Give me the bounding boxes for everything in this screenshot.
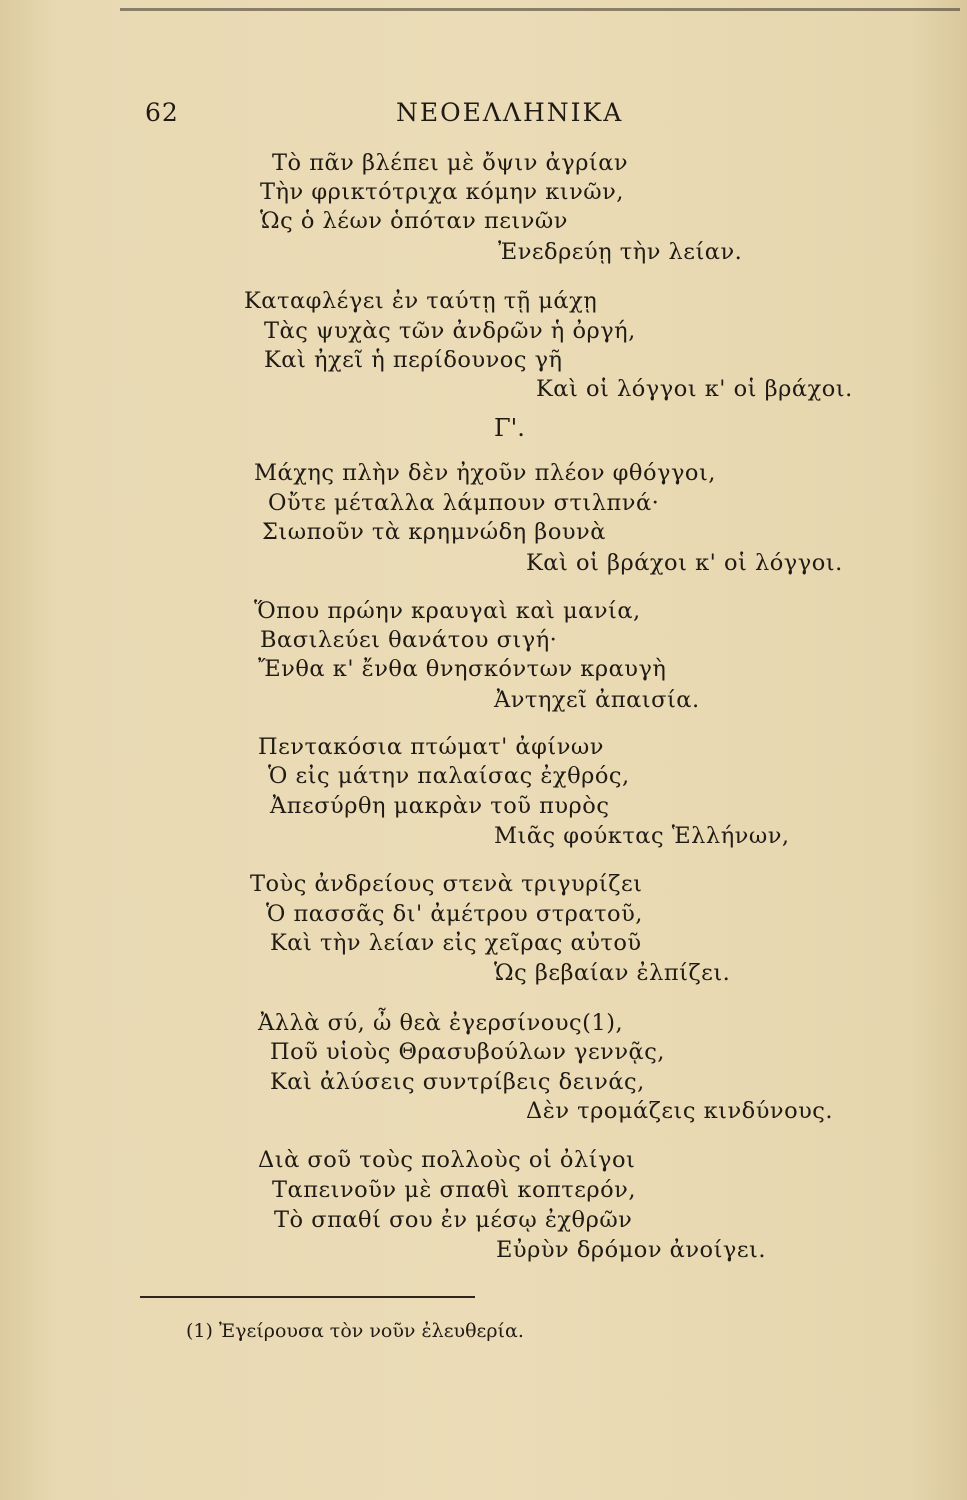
poem-line: Ταπεινοῦν μὲ σπαθὶ κοπτερόν,: [272, 1177, 637, 1203]
poem-line: Ὡς βεβαίαν ἐλπίζει.: [494, 960, 731, 986]
poem-line: Ποῦ υἱοὺς Θρασυβούλων γεννᾷς,: [270, 1039, 665, 1065]
footnote-rule: [140, 1296, 475, 1298]
page-header: [0, 98, 967, 138]
poem-line: Οὔτε μέταλλα λάμπουν στιλπνά·: [268, 490, 660, 516]
poem-line: Καὶ οἱ βράχοι κ' οἱ λόγγοι.: [526, 550, 843, 576]
poem-line: Μιᾶς φούκτας Ἑλλήνων,: [494, 823, 790, 849]
poem-line: Τὸ πᾶν βλέπει μὲ ὄψιν ἀγρίαν: [272, 150, 629, 176]
poem-line: Δὲν τρομάζεις κινδύνους.: [526, 1098, 834, 1124]
poem-line: Εὐρὺν δρόμον ἀνοίγει.: [496, 1237, 766, 1263]
poem-line: Ὅπου πρώην κραυγαὶ καὶ μανία,: [254, 598, 641, 624]
poem-line: Τὴν φρικτότριχα κόμην κινῶν,: [260, 179, 624, 205]
poem-line: Βασιλεύει θανάτου σιγή·: [260, 627, 558, 653]
poem-line: Καὶ ἀλύσεις συντρίβεις δεινάς,: [270, 1069, 645, 1095]
poem-line: Μάχης πλὴν δὲν ἠχοῦν πλέον φθόγγοι,: [254, 460, 716, 486]
poem-line: Ὁ εἰς μάτην παλαίσας ἐχθρός,: [268, 763, 630, 789]
poem-line: Ὁ πασσᾶς δι' ἀμέτρου στρατοῦ,: [266, 901, 643, 927]
page-number: 62: [145, 98, 179, 127]
poem-line: Ἀπεσύρθη μακρὰν τοῦ πυρὸς: [270, 793, 610, 819]
poem-line: Πεντακόσια πτώματ' ἀφίνων: [258, 734, 604, 760]
poem-line: Ἀντηχεῖ ἀπαισία.: [494, 687, 700, 713]
poem-line: Διὰ σοῦ τοὺς πολλοὺς οἱ ὀλίγοι: [258, 1147, 636, 1173]
section-mark: Γ'.: [494, 414, 525, 442]
poem-line: Ἀλλὰ σύ, ὦ θεὰ ἐγερσίνους(1),: [258, 1010, 624, 1036]
poem-line: Τὰς ψυχὰς τῶν ἀνδρῶν ἡ ὀργή,: [264, 318, 636, 344]
poem-line: Ἔνθα κ' ἔνθα θνησκόντων κραυγὴ: [258, 656, 667, 682]
poem-line: Τὸ σπαθί σου ἐν μέσῳ ἐχθρῶν: [274, 1207, 633, 1233]
footnote: (1) Ἐγείρουσα τὸν νοῦν ἐλευθερία.: [186, 1320, 524, 1342]
poem-line: Καὶ οἱ λόγγοι κ' οἱ βράχοι.: [536, 376, 853, 402]
poem-line: Τοὺς ἀνδρείους στενὰ τριγυρίζει: [250, 871, 643, 897]
poem-line: Καταφλέγει ἐν ταύτῃ τῇ μάχῃ: [244, 288, 598, 314]
poem-line: Ἐνεδρεύῃ τὴν λείαν.: [498, 239, 743, 265]
poem-line: Καὶ τὴν λείαν εἰς χεῖρας αὐτοῦ: [270, 930, 642, 956]
top-edge-rule: [120, 8, 960, 11]
poem-line: Καὶ ἠχεῖ ἡ περίδουνος γῆ: [264, 347, 563, 373]
poem-line: Σιωποῦν τὰ κρημνώδη βουνὰ: [262, 519, 606, 545]
running-title: ΝΕΟΕΛΛΗΝΙΚΑ: [396, 98, 624, 127]
poem-line: Ὡς ὁ λέων ὁπόταν πεινῶν: [260, 208, 568, 234]
